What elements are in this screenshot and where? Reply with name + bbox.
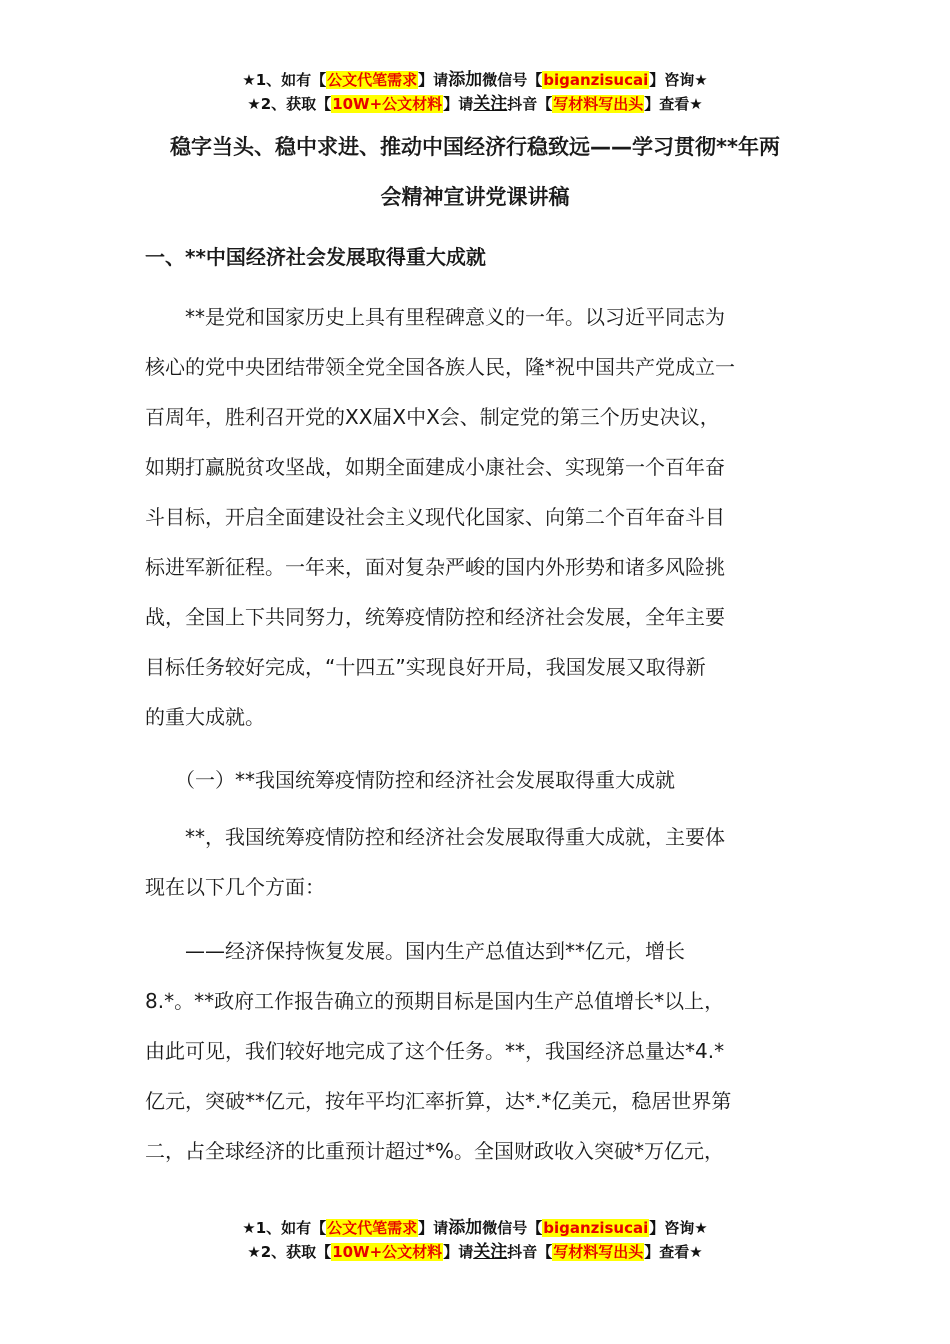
text-line: 由此可见，我们较好地完成了这个任务。**，我国经济总量达*4.*	[145, 1039, 725, 1063]
banner-line-2	[0, 92, 950, 116]
banner-text: 抖音【	[507, 1243, 553, 1261]
paragraph-1	[145, 292, 805, 742]
douyin-id-highlight: 写材料写出头	[553, 1243, 644, 1261]
banner-highlight: 10W+公文材料	[332, 95, 443, 113]
title-line-2: 会精神宣讲党课讲稿	[380, 185, 570, 209]
banner-text-large: 添加	[448, 70, 483, 90]
text-line: 核心的党中央团结带领全党全国各族人民，隆*祝中国共产党成立一	[145, 355, 735, 379]
text-line: **是党和国家历史上具有里程碑意义的一年。以习近平同志为	[145, 305, 725, 329]
banner-text: 微信号【	[482, 71, 543, 89]
text-line: 百周年，胜利召开党的XX届X中X会、制定党的第三个历史决议，	[145, 405, 720, 429]
banner-text: 】请	[418, 71, 449, 89]
section-heading: 一、**中国经济社会发展取得重大成就	[145, 245, 486, 269]
banner-text: ★2、获取【	[247, 95, 332, 113]
paragraph-2	[145, 812, 805, 912]
banner-text: 】咨询★	[649, 1219, 708, 1237]
banner-text-large: 关注	[473, 94, 508, 114]
paragraph-3	[145, 926, 805, 1176]
banner-text: ★2、获取【	[247, 1243, 332, 1261]
text-line: 现在以下几个方面：	[145, 875, 325, 899]
banner-line-1	[0, 68, 950, 92]
text-line: **，我国统筹疫情防控和经济社会发展取得重大成就，主要体	[145, 825, 725, 849]
text-line: 8.*。**政府工作报告确立的预期目标是国内生产总值增长*以上，	[145, 989, 725, 1013]
text-line: 标进军新征程。一年来，面对复杂严峻的国内外形势和诸多风险挑	[145, 555, 725, 579]
text-line: 战，全国上下共同努力，统筹疫情防控和经济社会发展，全年主要	[145, 605, 725, 629]
banner-text: 】请	[443, 95, 474, 113]
douyin-id-highlight: 写材料写出头	[553, 95, 644, 113]
banner-text-large: 关注	[473, 1242, 508, 1262]
banner-text: 】查看★	[644, 1243, 703, 1261]
banner-text: 】查看★	[644, 95, 703, 113]
banner-text: ★1、如有【	[242, 71, 327, 89]
banner-text: 微信号【	[482, 1219, 543, 1237]
text-line: 目标任务较好完成，“十四五”实现良好开局，我国发展又取得新	[145, 655, 706, 679]
wechat-id-highlight: biganzisucai	[543, 1219, 649, 1237]
banner-line-2	[0, 1240, 950, 1264]
subsection-heading	[145, 755, 805, 805]
text-line: 亿元，突破**亿元，按年平均汇率折算，达*.*亿美元，稳居世界第	[145, 1089, 732, 1113]
banner-text: ★1、如有【	[242, 1219, 327, 1237]
wechat-id-highlight: biganzisucai	[543, 71, 649, 89]
text-line: （一）**我国统筹疫情防控和经济社会发展取得重大成就	[145, 768, 675, 792]
text-line: 如期打赢脱贫攻坚战，如期全面建成小康社会、实现第一个百年奋	[145, 455, 725, 479]
bottom-banner	[0, 1216, 950, 1264]
document-title	[145, 122, 805, 222]
banner-highlight: 公文代笔需求	[327, 1219, 418, 1237]
text-line: 的重大成就。	[145, 705, 265, 729]
banner-highlight: 公文代笔需求	[327, 71, 418, 89]
banner-text-large: 添加	[448, 1218, 483, 1238]
top-banner	[0, 68, 950, 116]
banner-text: 】请	[418, 1219, 449, 1237]
banner-highlight: 10W+公文材料	[332, 1243, 443, 1261]
banner-text: 】请	[443, 1243, 474, 1261]
banner-text: 】咨询★	[649, 71, 708, 89]
text-line: 斗目标，开启全面建设社会主义现代化国家、向第二个百年奋斗目	[145, 505, 725, 529]
text-line: 二，占全球经济的比重预计超过*%。全国财政收入突破*万亿元，	[145, 1139, 725, 1163]
title-line-1: 稳字当头、稳中求进、推动中国经济行稳致远——学习贯彻**年两	[170, 135, 780, 159]
text-line: ——经济保持恢复发展。国内生产总值达到**亿元，增长	[145, 939, 685, 963]
banner-line-1	[0, 1216, 950, 1240]
banner-text: 抖音【	[507, 95, 553, 113]
